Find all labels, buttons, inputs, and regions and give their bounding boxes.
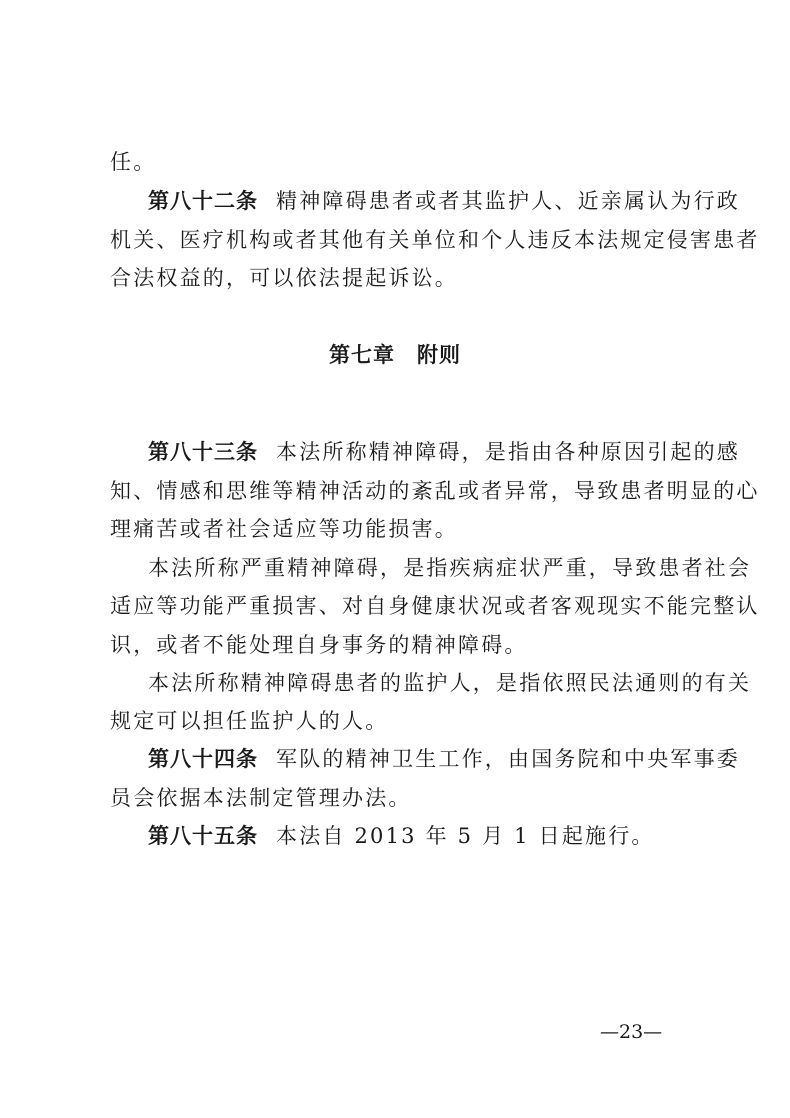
article-83-para-2-line-2: 适应等功能严重损害、对自身健康状况或者客观现实不能完整认 bbox=[110, 594, 760, 618]
article-82-line-2: 机关、医疗机构或者其他有关单位和个人违反本法规定侵害患者 bbox=[110, 228, 760, 252]
chapter-heading bbox=[0, 343, 790, 367]
paragraph-continuation: 任。 bbox=[110, 150, 157, 174]
article-83-para-2-line-1: 本法所称严重精神障碍，是指疾病症状严重，导致患者社会 bbox=[148, 556, 752, 580]
article-83-line-3: 理痛苦或者社会适应等功能损害。 bbox=[110, 517, 458, 541]
article-83-line-2: 知、情感和思维等精神活动的紊乱或者异常，导致患者明显的心 bbox=[110, 479, 760, 503]
article-83-para-2-line-3: 识，或者不能处理自身事务的精神障碍。 bbox=[110, 633, 528, 657]
article-83-line-1: 第八十三条 本法所称精神障碍，是指由各种原因引起的感 bbox=[148, 440, 740, 464]
chapter-number: 第七章 bbox=[329, 343, 395, 367]
article-82-line-3: 合法权益的，可以依法提起诉讼。 bbox=[110, 266, 458, 290]
chapter-title: 附则 bbox=[417, 343, 461, 367]
article-82-label: 第八十二条 bbox=[148, 189, 258, 213]
article-84-line-2: 员会依据本法制定管理办法。 bbox=[110, 786, 412, 810]
article-84-label: 第八十四条 bbox=[148, 747, 258, 771]
article-83-para-3-line-2: 规定可以担任监护人的人。 bbox=[110, 709, 389, 733]
page-number: —23— bbox=[600, 1021, 663, 1043]
article-84-line-1: 第八十四条 军队的精神卫生工作，由国务院和中央军事委 bbox=[148, 747, 740, 771]
article-83-para-3-line-1: 本法所称精神障碍患者的监护人，是指依照民法通则的有关 bbox=[148, 671, 752, 695]
article-83-label: 第八十三条 bbox=[148, 440, 258, 464]
article-82-line-1: 第八十二条 精神障碍患者或者其监护人、近亲属认为行政 bbox=[148, 189, 740, 213]
article-85-label: 第八十五条 bbox=[148, 824, 258, 848]
article-85-line-1: 第八十五条 本法自 2013 年 5 月 1 日起施行。 bbox=[148, 824, 655, 848]
